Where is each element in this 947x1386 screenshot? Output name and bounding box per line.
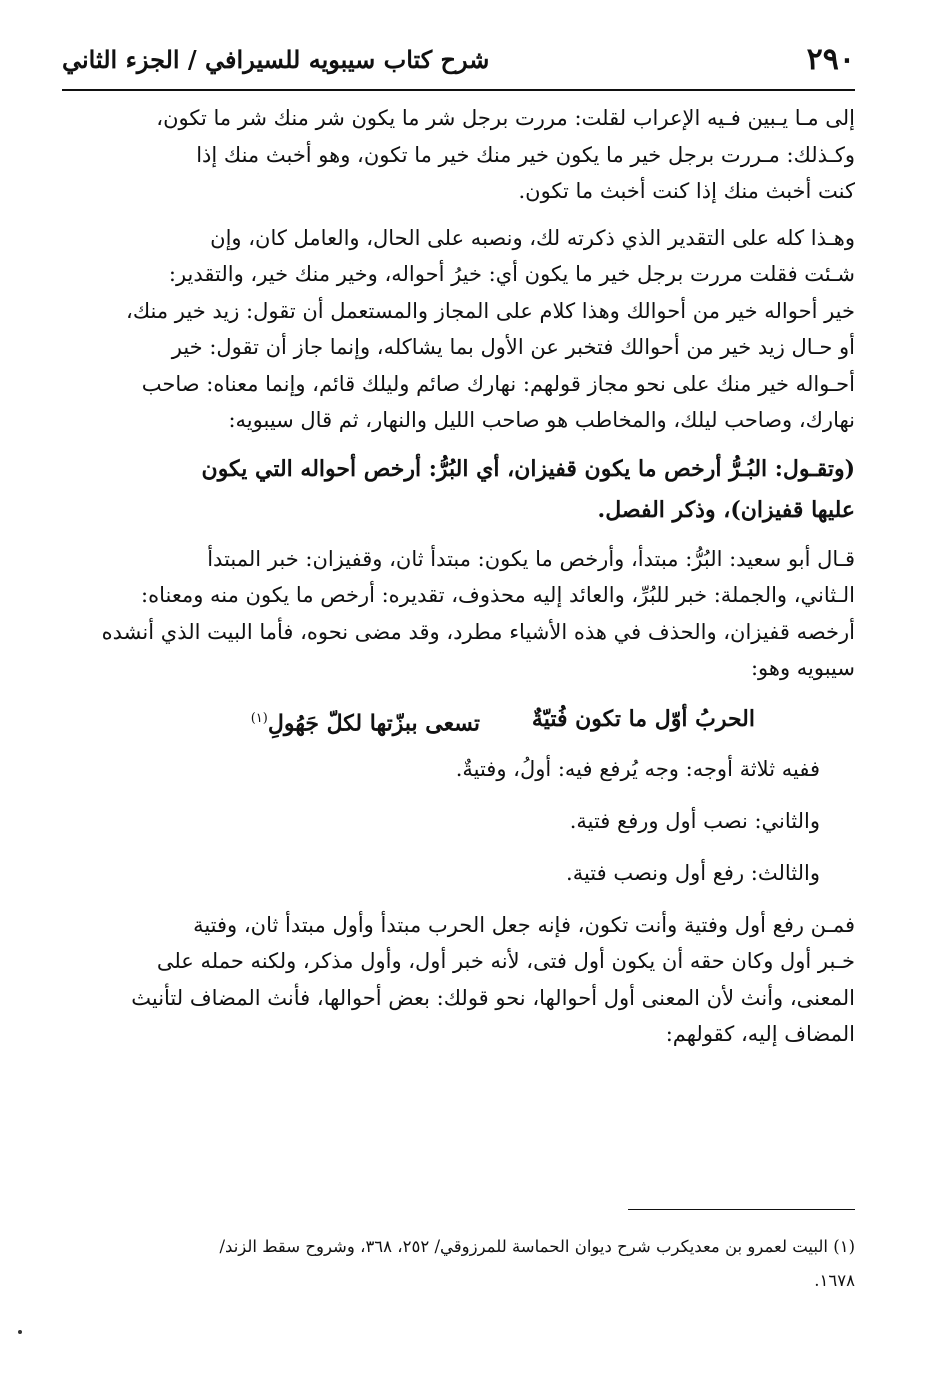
header-rule (62, 89, 855, 91)
text-line: وكـذلك: مـررت برجل خير ما يكون خير منك خير ما تكون، وهو أخبث منك إذا (196, 142, 855, 167)
text-line: سيبويه وهو: (750, 656, 855, 680)
text-line: فمـن رفع أول وفتية وأنت تكون، فإنه جعل الحرب مبتدأ وأول مبتدأ ثان، وفتية (193, 912, 855, 937)
paragraph (84, 220, 855, 439)
paragraph (84, 100, 855, 210)
footnote-rule (628, 1209, 855, 1210)
running-title: شرح كتاب سيبويه للسيرافي / الجزء الثاني (62, 44, 490, 74)
sibawayh-quote (84, 449, 855, 531)
text-line: أرخصه قفيزان، والحذف في هذه الأشياء مطرد، وقد مضى نحوه، فأما البيت الذي أنشده (101, 619, 855, 644)
text-line: شـئت فقلت مررت برجل خير ما يكون أي: خيرُ أحواله، وخير منك خير، والتقدير: (168, 262, 855, 286)
text-line: قـال أبو سعيد: البُرُّ: مبتدأ، وأرخص ما يكون: مبتدأ ثان، وقفيزان: خبر المبتدأ (207, 546, 855, 571)
text-line: أو حـال زيد خير من أحوالك فتخبر عن الأول بما يشاكله، وإنما جاز أن تقول: خير (171, 335, 855, 359)
text-line: (وتقـول: البُـرُّ أرخص ما يكون قفيزان، أي البُرُّ: أرخص أحواله التي يكون (201, 455, 855, 482)
page-number: ٢٩٠ (806, 41, 855, 77)
paragraph (84, 541, 855, 687)
text-line: أحـواله خير منك على نحو مجاز قولهم: نهارك صائم وليلك قائم، وإنما معناه: صاحب (141, 371, 855, 396)
text-line: عليها قفيزان)، وذكر الفصل. (597, 496, 855, 523)
footnote-line: ١٦٧٨. (814, 1271, 855, 1290)
text-line: خـبر أول وكان حقه أن يكون أول فتى، لأنه خبر أول، وأول مذكر، ولكنه حمله على (156, 949, 855, 973)
text-line: المضاف إليه، كقولهم: (665, 1022, 855, 1046)
case-line: والثاني: نصب أول ورفع فتية. (569, 808, 820, 833)
verse-hemistich-first: الحربُ أوّل ما تكون فُتيّةٌ (531, 705, 755, 732)
footnote-line: (١) البيت لعمرو بن معديكرب شرح ديوان الحماسة للمرزوقي/ ٢٥٢، ٣٦٨، وشروح سقط الزند/ (219, 1237, 855, 1256)
poetry-verse (84, 697, 855, 743)
main-text (84, 100, 855, 1063)
verse-hemistich-second-text: تسعى ببزّتها لكلّ جَهُولِ (267, 709, 480, 736)
text-line: إلى مـا يـبين فـيه الإعراب لقلت: مررت برجل شر ما يكون شر منك شر ما تكون، (156, 106, 855, 130)
text-line: نهارك، وصاحب ليلك، والمخاطب هو صاحب الليل والنهار، ثم قال سيبويه: (228, 408, 855, 432)
text-line: الـثاني، والجملة: خبر للبُرِّ، والعائد إليه محذوف، تقديره: أرخص ما يكون منه ومعناه: (141, 583, 855, 607)
scan-speck (18, 1330, 22, 1334)
case-line: ففيه ثلاثة أوجه: وجه يُرفع فيه: أولُ، وفتيةٌ. (455, 756, 820, 781)
footnote (84, 1230, 855, 1298)
case-line: والثالث: رفع أول ونصب فتية. (566, 860, 820, 885)
verse-hemistich-second (251, 701, 480, 742)
text-line: المعنى، وأنث لأن المعنى أول أحوالها، نحو قولك: بعض أحوالها، فأنث المضاف لتأنيث (131, 985, 855, 1010)
text-line: كنت أخبث منك إذا كنت أخبث ما تكون. (518, 179, 855, 203)
footnote-marker: (١) (250, 710, 268, 726)
paragraph (84, 907, 855, 1053)
text-line: وهـذا كله على التقدير الذي ذكرته لك، ونصبه على الحال، والعامل كان، وإن (210, 225, 855, 250)
text-line: خير أحواله خير من أحوالك وهذا كلام على المجاز والمستعمل أن تقول: زيد خير منك، (126, 298, 855, 323)
page-header (62, 30, 855, 88)
